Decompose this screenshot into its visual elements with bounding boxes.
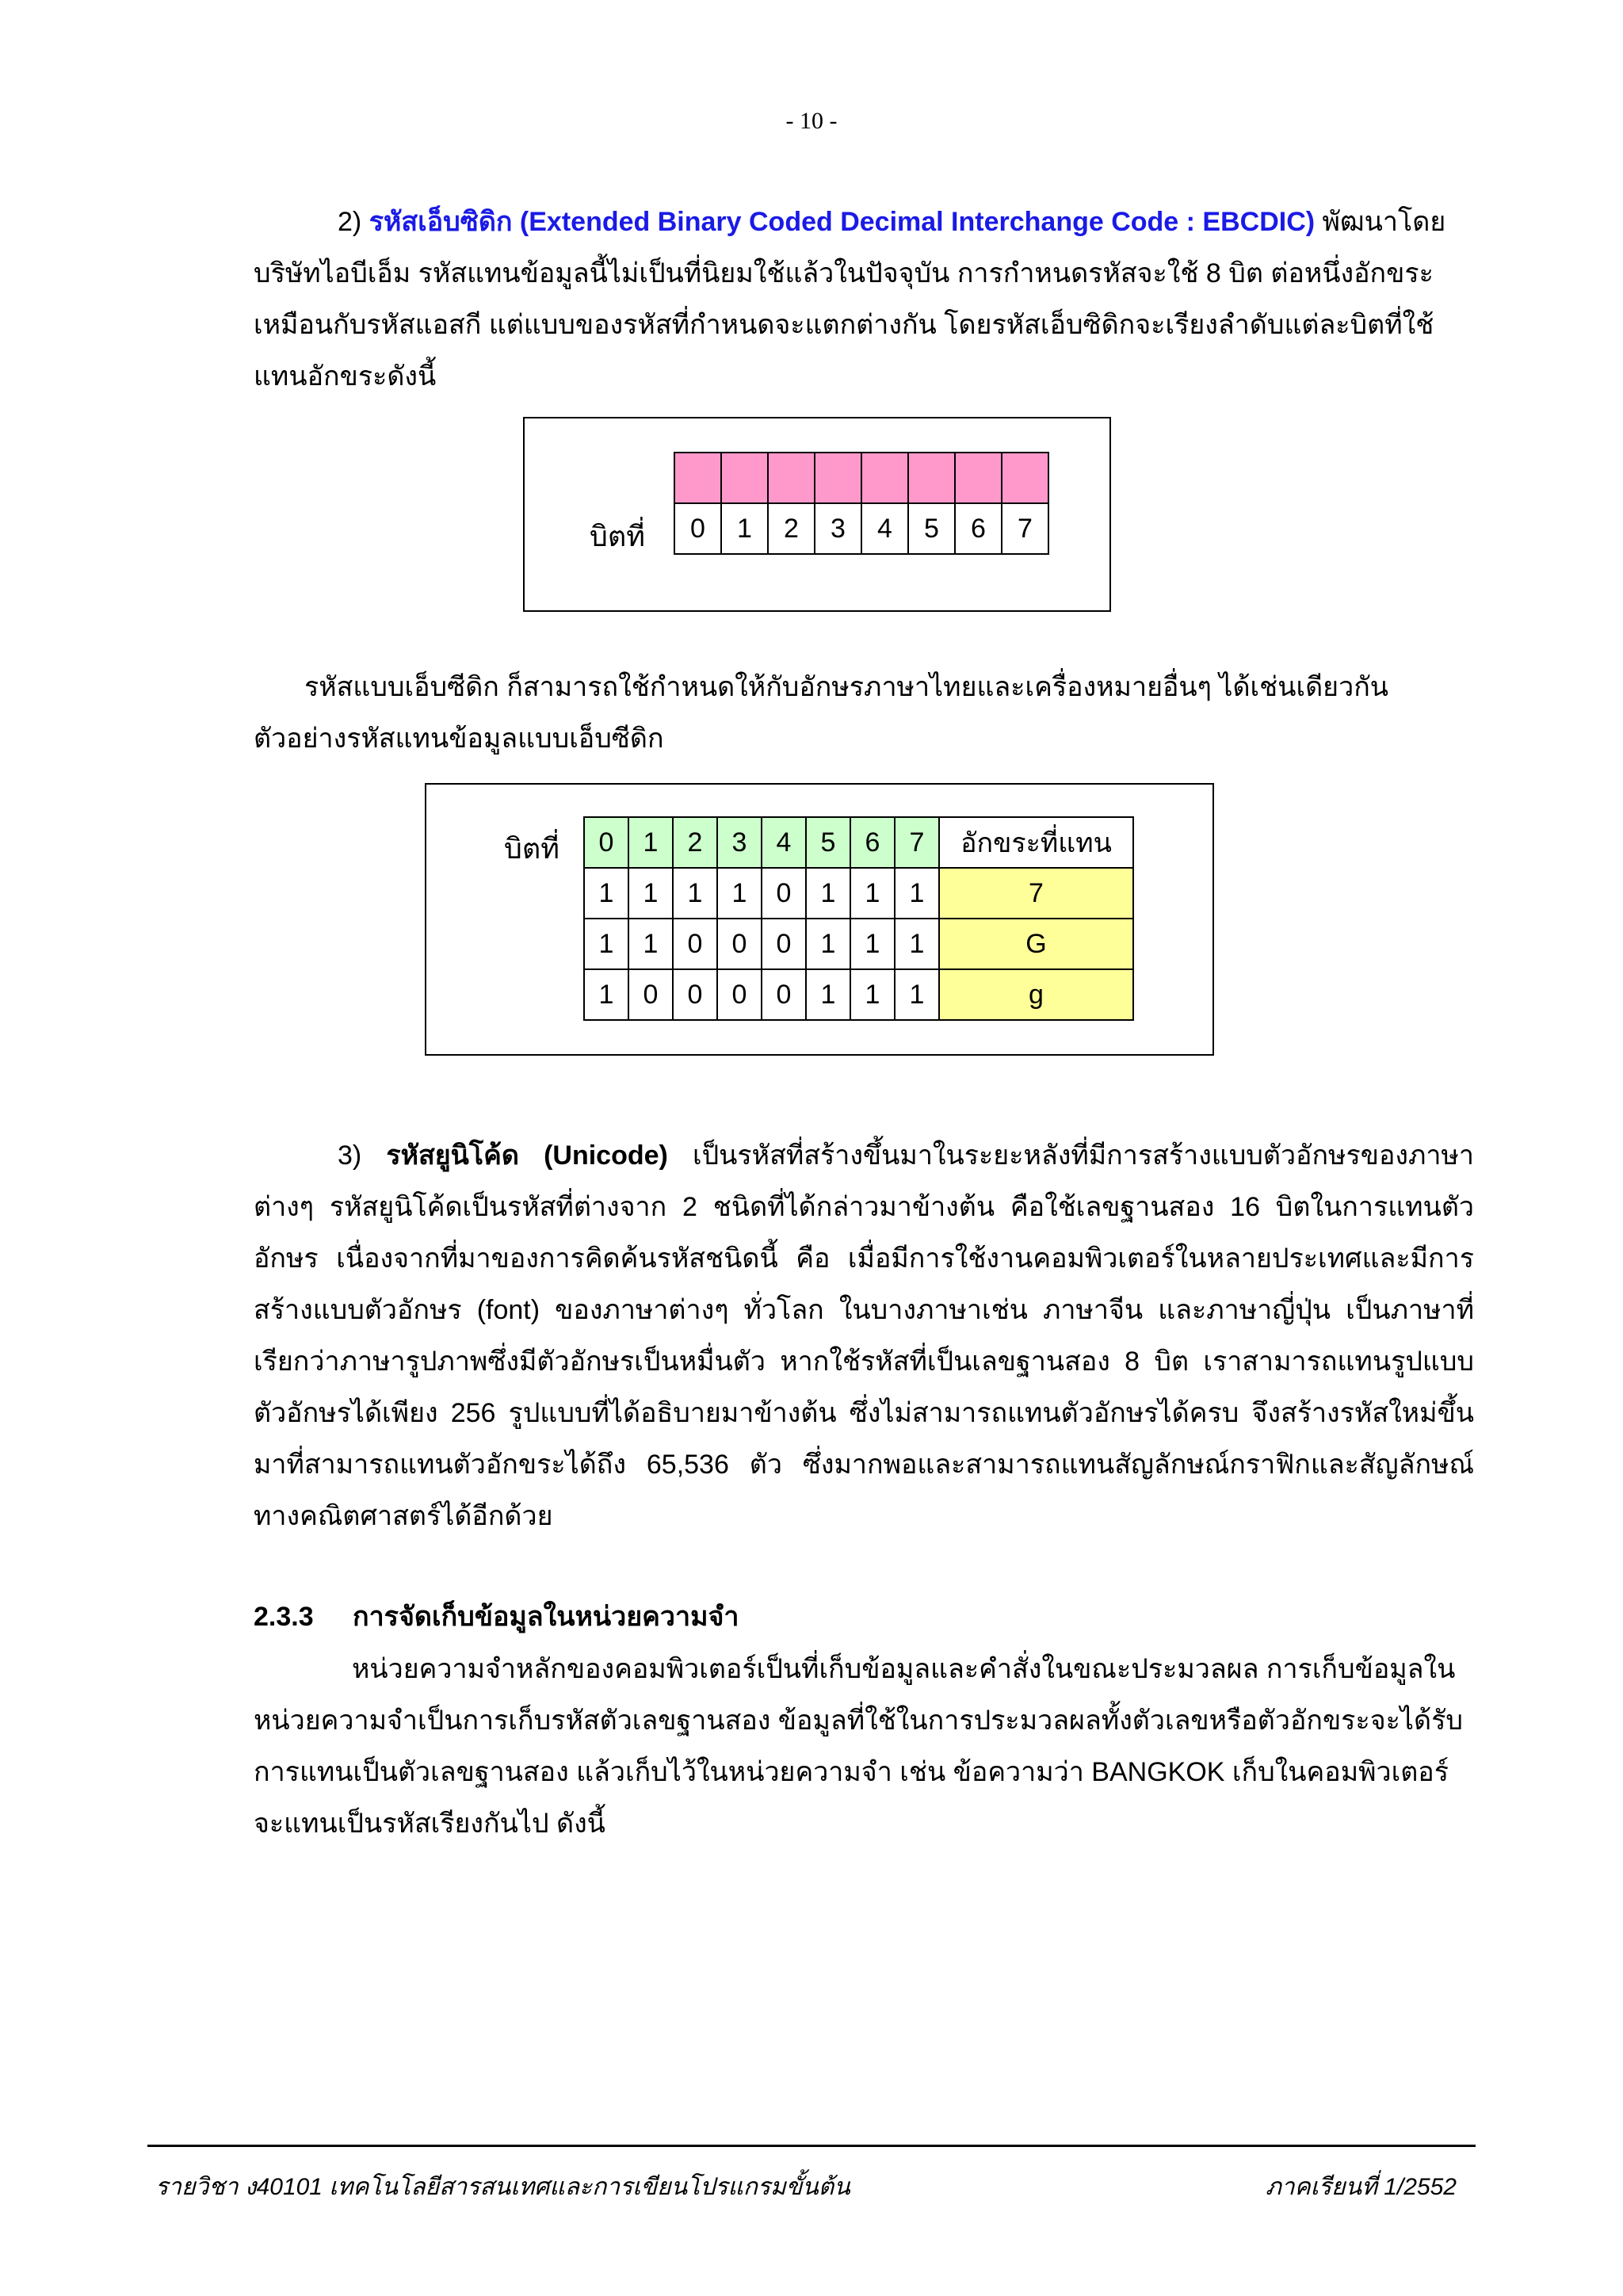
- pink-cell: [674, 452, 722, 504]
- bit-value: 0: [717, 969, 762, 1020]
- bit-label: บิตที่: [504, 832, 559, 865]
- bit-number: 0: [674, 502, 722, 555]
- bit-value: 1: [806, 969, 850, 1020]
- pink-cell: [767, 452, 815, 504]
- bit-value: 1: [895, 969, 939, 1020]
- bit-number: 3: [814, 502, 862, 555]
- paragraph-ebcdic-thai: [254, 662, 1474, 765]
- bit-header: 7: [895, 817, 939, 868]
- bit-number: 7: [1001, 502, 1049, 555]
- bit-value: 1: [628, 868, 673, 919]
- bit-value: 1: [850, 868, 895, 919]
- bit-value: 1: [584, 919, 628, 969]
- bit-header: 6: [850, 817, 895, 868]
- pink-cell: [1001, 452, 1049, 504]
- bit-header: 5: [806, 817, 850, 868]
- ebcdic-description: พัฒนาโดยบริษัทไอบีเอ็ม รหัสแทนข้อมูลนี้ไม่เป็นที่นิยมใช้แล้วในปัจจุบัน การกำหนดรหัสจะใช้ 8 บิต ต่อหนึ่งอักขระเหมือนกับรหัสแอสกี แต่แบบของรหัสที่กำหนดจะแตกต่างกัน โดยรหัสเอ็บซิดิกจะเรียงลำดับแต่ละบิตที่ใช้แทนอักขระดังนี้: [254, 207, 1446, 392]
- section-number: 2.3.3: [254, 1602, 314, 1632]
- item-number: 3): [338, 1140, 387, 1171]
- bit-value: 1: [628, 919, 673, 969]
- footer-course: รายวิชา ง40101 เทคโนโลยีสารสนเทศและการเขียนโปรแกรมขั้นต้น: [155, 2174, 850, 2200]
- bit-value: 0: [628, 969, 673, 1020]
- bit-number: 5: [907, 502, 956, 555]
- pink-cell: [720, 452, 769, 504]
- bit-value: 1: [806, 919, 850, 969]
- bit-value: 0: [762, 969, 806, 1020]
- table-row: [584, 919, 1133, 969]
- footer-divider: [147, 2145, 1476, 2147]
- bit-label: บิตที่: [590, 520, 645, 552]
- ebcdic-heading: รหัสเอ็บซิดิก (Extended Binary Coded Decimal Interchange Code : EBCDIC): [369, 207, 1316, 237]
- pink-cell: [907, 452, 956, 504]
- represented-char: g: [939, 969, 1133, 1020]
- ebcdic-thai-line: รหัสแบบเอ็บซีดิก ก็สามารถใช้กำหนดให้กับอักษรภาษาไทยและเครื่องหมายอื่นๆ ได้เช่นเดียวกัน: [304, 672, 1389, 702]
- bit-number-row: [675, 502, 1049, 555]
- bit-number: 6: [954, 502, 1002, 555]
- bit-value: 0: [717, 919, 762, 969]
- ebcdic-example-table-box: [425, 783, 1214, 1056]
- page-number: - 10 -: [785, 108, 838, 134]
- table-row: [584, 868, 1133, 919]
- bit-number: 1: [720, 502, 769, 555]
- pink-cell: [954, 452, 1002, 504]
- paragraph-memory: [254, 1644, 1474, 1850]
- table-header-row: [584, 817, 1133, 868]
- bit-header: 1: [628, 817, 673, 868]
- pink-cell: [861, 452, 909, 504]
- pink-cell: [814, 452, 862, 504]
- section-title: การจัดเก็บข้อมูลในหน่วยความจำ: [353, 1602, 739, 1632]
- represented-char: 7: [939, 868, 1133, 919]
- bit-number: 2: [767, 502, 815, 555]
- bit-value: 1: [806, 868, 850, 919]
- bit-header: 4: [762, 817, 806, 868]
- bit-value: 1: [584, 969, 628, 1020]
- unicode-heading: รหัสยูนิโค้ด (Unicode): [386, 1140, 668, 1171]
- represented-char: G: [939, 919, 1133, 969]
- bit-header: 3: [717, 817, 762, 868]
- unicode-description: เป็นรหัสที่สร้างขึ้นมาในระยะหลังที่มีการสร้างแบบตัวอักษรของภาษาต่างๆ รหัสยูนิโค้ดเป็นรหัสที่ต่างจาก 2 ชนิดที่ได้กล่าวมาข้างต้น คือใช้เลขฐานสอง 16 บิตในการแทนตัวอักษร เนื่องจากที่มาของการคิดค้นรหัสชนิดนี้ คือ เมื่อมีการใช้งานคอมพิวเตอร์ในหลายประเทศและมีการสร้างแบบตัวอักษร (font) ของภาษาต่างๆ ทั่วโลก ในบางภาษาเช่น ภาษาจีน และภาษาญี่ปุ่น เป็นภาษาที่เรียกว่าภาษารูปภาพซึ่งมีตัวอักษรเป็นหมื่นตัว หากใช้รหัสที่เป็นเลขฐานสอง 8 บิต เราสามารถแทนรูปแบบตัวอักษรได้เพียง 256 รูปแบบที่ได้อธิบายมาข้างต้น ซึ่งไม่สามารถแทนตัวอักษรได้ครบ จึงสร้างรหัสใหม่ขึ้นมาที่สามารถแทนตัวอักขระได้ถึง 65,536 ตัว ซึ่งมากพอและสามารถแทนสัญลักษณ์กราฟิกและสัญลักษณ์ทางคณิตศาสตร์ได้อีกด้วย: [254, 1140, 1474, 1531]
- bit-header: 0: [584, 817, 628, 868]
- pink-bit-row: [675, 452, 1049, 504]
- bit-header: 2: [673, 817, 717, 868]
- paragraph-unicode: [254, 1130, 1474, 1542]
- memory-text: หน่วยความจำหลักของคอมพิวเตอร์เป็นที่เก็บข้อมูลและคำสั่งในขณะประมวลผล การเก็บข้อมูลในหน่วยความจำเป็นการเก็บรหัสตัวเลขฐานสอง ข้อมูลที่ใช้ในการประมวลผลทั้งตัวเลขหรือตัวอักขระจะได้รับการแทนเป็นตัวเลขฐานสอง แล้วเก็บไว้ในหน่วยความจำ เช่น ข้อความว่า BANGKOK เก็บในคอมพิวเตอร์จะแทนเป็นรหัสเรียงกันไป ดังนี้: [254, 1654, 1463, 1839]
- ebcdic-example-table: [583, 816, 1134, 1021]
- bit-value: 1: [895, 919, 939, 969]
- footer-semester: ภาคเรียนที่ 1/2552: [1265, 2174, 1457, 2200]
- item-number: 2): [338, 207, 369, 237]
- bit-value: 1: [895, 868, 939, 919]
- table-row: [584, 969, 1133, 1020]
- section-heading: [254, 1595, 739, 1637]
- bit-value: 1: [673, 868, 717, 919]
- bit-value: 1: [850, 919, 895, 969]
- bit-value: 0: [762, 919, 806, 969]
- bit-number: 4: [861, 502, 909, 555]
- bit-value: 1: [850, 969, 895, 1020]
- bit-value: 0: [762, 868, 806, 919]
- paragraph-ebcdic: [254, 197, 1474, 403]
- example-caption: ตัวอย่างรหัสแทนข้อมูลแบบเอ็บซีดิก: [254, 724, 664, 754]
- char-header: อักขระที่แทน: [939, 817, 1133, 868]
- bit-value: 1: [717, 868, 762, 919]
- bit-value: 0: [673, 919, 717, 969]
- bit-order-diagram: [523, 417, 1111, 612]
- bit-value: 1: [584, 868, 628, 919]
- bit-value: 0: [673, 969, 717, 1020]
